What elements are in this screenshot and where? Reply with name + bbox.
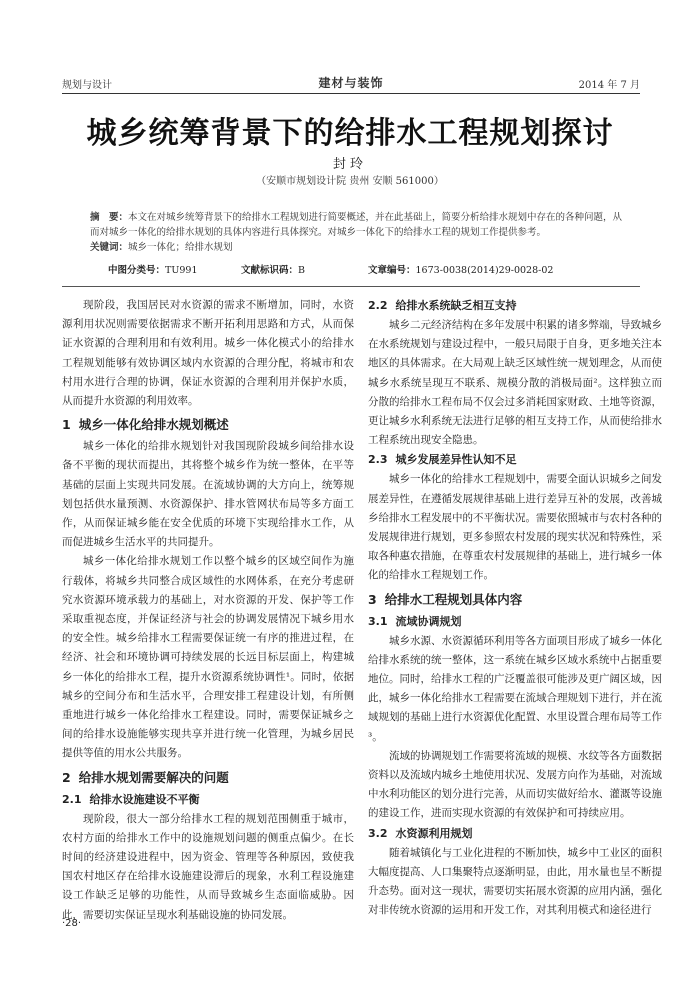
section-number: 2.2: [368, 299, 388, 312]
section-3-heading: [368, 590, 662, 610]
paragraph: 城乡水源、水资源循环利用等各方面项目形成了城乡一体化给排水系统的统一整体，这一系统在城乡区域水系统中占据重要地位。同时，给排水工程的广泛覆盖很可能涉及更广阔区域，因此，城乡一体化给排水工程需要在流域合理规划下进行，并在流域规划的基础上进行水资源优化配置、水里设置合理布局等工作³。: [368, 634, 662, 743]
section-2-2-heading: [368, 296, 662, 316]
article-title: 城乡统筹背景下的给排水工程规划探讨: [86, 116, 614, 151]
section-number: 2.1: [62, 792, 82, 806]
abstract: [90, 210, 630, 240]
abstract-block: [90, 210, 630, 255]
running-header: [62, 74, 640, 92]
section-2-heading: [62, 768, 354, 788]
keywords-text: 城乡一体化；给排水规划: [128, 242, 233, 253]
paragraph: 城乡一体化的给排水规划针对我国现阶段城乡间给排水设备不平衡的现状而提出，其将整个城乡作为统一整体，在平等基础的层面上实现共同发展。在流域协调的大方向上，统筹规划包括供水量预测、水资源保护、排水管网状布局等多方面工作，从而保证城乡能在安全优质的环境下实现给排水工作，从而促进城乡生活水平的共同提升。: [62, 440, 354, 549]
paragraph: 城乡一体化给排水规划工作以整个城乡的区域空间作为施行载体，将城乡共同整合成区域性的水网体系，在充分考虑研究水资源环境承载力的基础上，对水资源的开发、保护等工作采取重视态度，并保证经济与社会的协调发展情况下城乡用水的安全性。城乡给排水工程需要保证统一有序的推进过程，在经济、社会和环境协调可持续发展的长远目标层面上，构建城乡一体化的给排水工程，提升水资源系统协调性¹。同时，依据城乡的空间分布和生活水平，合理安排工程建设计划，有所侧重地进行城乡一体化给排水工程建设。同时，需要保证城乡之间的给排水设施能够实现共享并进行统一化管理，为城乡居民提供等值的用水公共服务。: [62, 555, 354, 760]
paragraph: 城乡一体化的给排水工程规划中，需要全面认识城乡之间发展差异性，在遵循发展规律基础上进行差异互补的发展，改善城乡给排水工程发展中的不平衡状况。需要依照城市与农村各种的发展规律进行规划，更多参照农村发展的现实状况和特殊性，采取各种惠农措施，在尊重农村发展规律的基础上，进行城乡一体化的给排水工程规划工作。: [368, 473, 662, 582]
clc-label: 中图分类号：: [108, 265, 166, 276]
section-number: 2: [62, 769, 71, 785]
article-code: [368, 262, 553, 276]
section-number: 3.1: [368, 614, 388, 628]
author-name: 封玲: [332, 157, 367, 172]
page-number: ·28·: [62, 918, 82, 929]
paragraph: 随着城镇化与工业化进程的不断加快，城乡中工业区的面积大幅度提高、人口集聚特点逐渐明显，由此，用水量也呈不断提升态势。面对这一现状，需要切实拓展水资源的应用内涵，强化对非传统水资源的运用和开发工作，对其利用模式和途径进行: [368, 846, 662, 917]
section-title: 城乡一体化给排水规划概述: [78, 417, 229, 433]
section-2-3-heading: [368, 450, 662, 470]
section-title: 给排水设施建设不平衡: [89, 792, 200, 806]
section-3-2-heading: [368, 824, 662, 844]
section-number: 2.3: [368, 453, 388, 467]
section-title: 给排水工程规划具体内容: [384, 591, 523, 607]
paragraph: 现阶段，很大一部分给排水工程的规划范围侧重于城市，农村方面的给排水工作中的设施规划问题的侧重点偏少。在长时间的经济建设进程中，因为资金、管理等各种原因，致使我国农村地区存在给排水设施建设滞后的现象，水利工程设施建设工作缺乏足够的功能性，从而导致城乡生态面临威胁。因此，需要切实保证呈现水利基础设施的协同发展。: [62, 812, 354, 921]
section-title: 给排水规划需要解决的问题: [78, 769, 229, 785]
author-affiliation: （安顺市规划设计院 贵州 安顺 561000）: [256, 176, 444, 187]
abstract-label: 摘 要：: [90, 212, 129, 223]
section-title: 水资源利用规划: [395, 826, 473, 840]
issue-date: 2014 年 7 月: [578, 80, 640, 91]
section-title: 给排水系统缺乏相互支持: [395, 299, 517, 312]
clc-code: [108, 262, 198, 276]
section-3-1-heading: [368, 612, 662, 632]
section-number: 3.2: [368, 826, 388, 840]
header-rule: [62, 93, 640, 94]
doc-value: B: [298, 265, 305, 276]
art-value: 1673-0038(2014)29-0028-02: [415, 265, 554, 276]
clc-value: TU991: [165, 265, 198, 276]
section-title: 城乡发展差异性认知不足: [395, 453, 517, 467]
section-number: 1: [62, 417, 71, 433]
right-column: [368, 296, 662, 920]
doc-label: 文献标识码：: [241, 265, 299, 276]
journal-logo: 建材与装饰: [318, 76, 384, 90]
classification-line: [108, 262, 640, 276]
section-title: 流域协调规划: [395, 614, 462, 628]
art-label: 文章编号：: [368, 265, 416, 276]
section-1-heading: [62, 415, 354, 435]
abstract-separator: [62, 286, 640, 287]
keywords-label: 关键词：: [90, 242, 129, 253]
doc-code: [241, 262, 305, 276]
abstract-text: 本文在对城乡统筹背景下的给排水工程规划进行简要概述，并在此基础上，简要分析给排水规划中存在的各种问题，从而对城乡一体化的给排水规划的具体内容进行具体探究。对城乡一体化下的给排水工程的规划工作提供参考。: [90, 212, 623, 238]
section-number: 3: [368, 591, 377, 607]
section-2-1-heading: [62, 790, 354, 810]
left-column: [62, 296, 354, 925]
journal-section: 规划与设计: [62, 80, 112, 91]
paragraph: 城乡二元经济结构在多年发展中积累的诸多弊端，导致城乡在水系统规划与建设过程中，一般只局限于自身，更多地关注本地区的具体需求。在大局观上缺乏区域性统一规划理念，从而使城乡水系统呈现互不联系、规模分散的消极局面²。这样独立而分散的给排水工程布局不仅会过多消耗国家财政、土地等资源，更让城乡水利系统无法进行足够的相互支持工作，从而使给排水工程系统出现安全隐患。: [368, 319, 662, 447]
keywords: [90, 240, 630, 255]
intro-paragraph: 现阶段，我国居民对水资源的需求不断增加，同时，水资源利用状况则需要依据需求不断开拓利用思路和方式，从而保证水资源的合理利用和有效利用。城乡一体化模式小的给排水工程规划能够有效协调区域内水资源的合理分配，将城市和农村用水进行合理的协调，保证水资源的合理利用并保护水质，从而提升水资源的利用效率。: [62, 299, 354, 408]
paragraph: 流域的协调规划工作需要将流域的规模、水纹等各方面数据资料以及流域内城乡土地使用状况、发展方向作为基础，对流域中水利功能区的划分进行完善，从而切实做好给水、灌溉等设施的建设工作，进而实现水资源的有效保护和可持续应用。: [368, 749, 662, 820]
